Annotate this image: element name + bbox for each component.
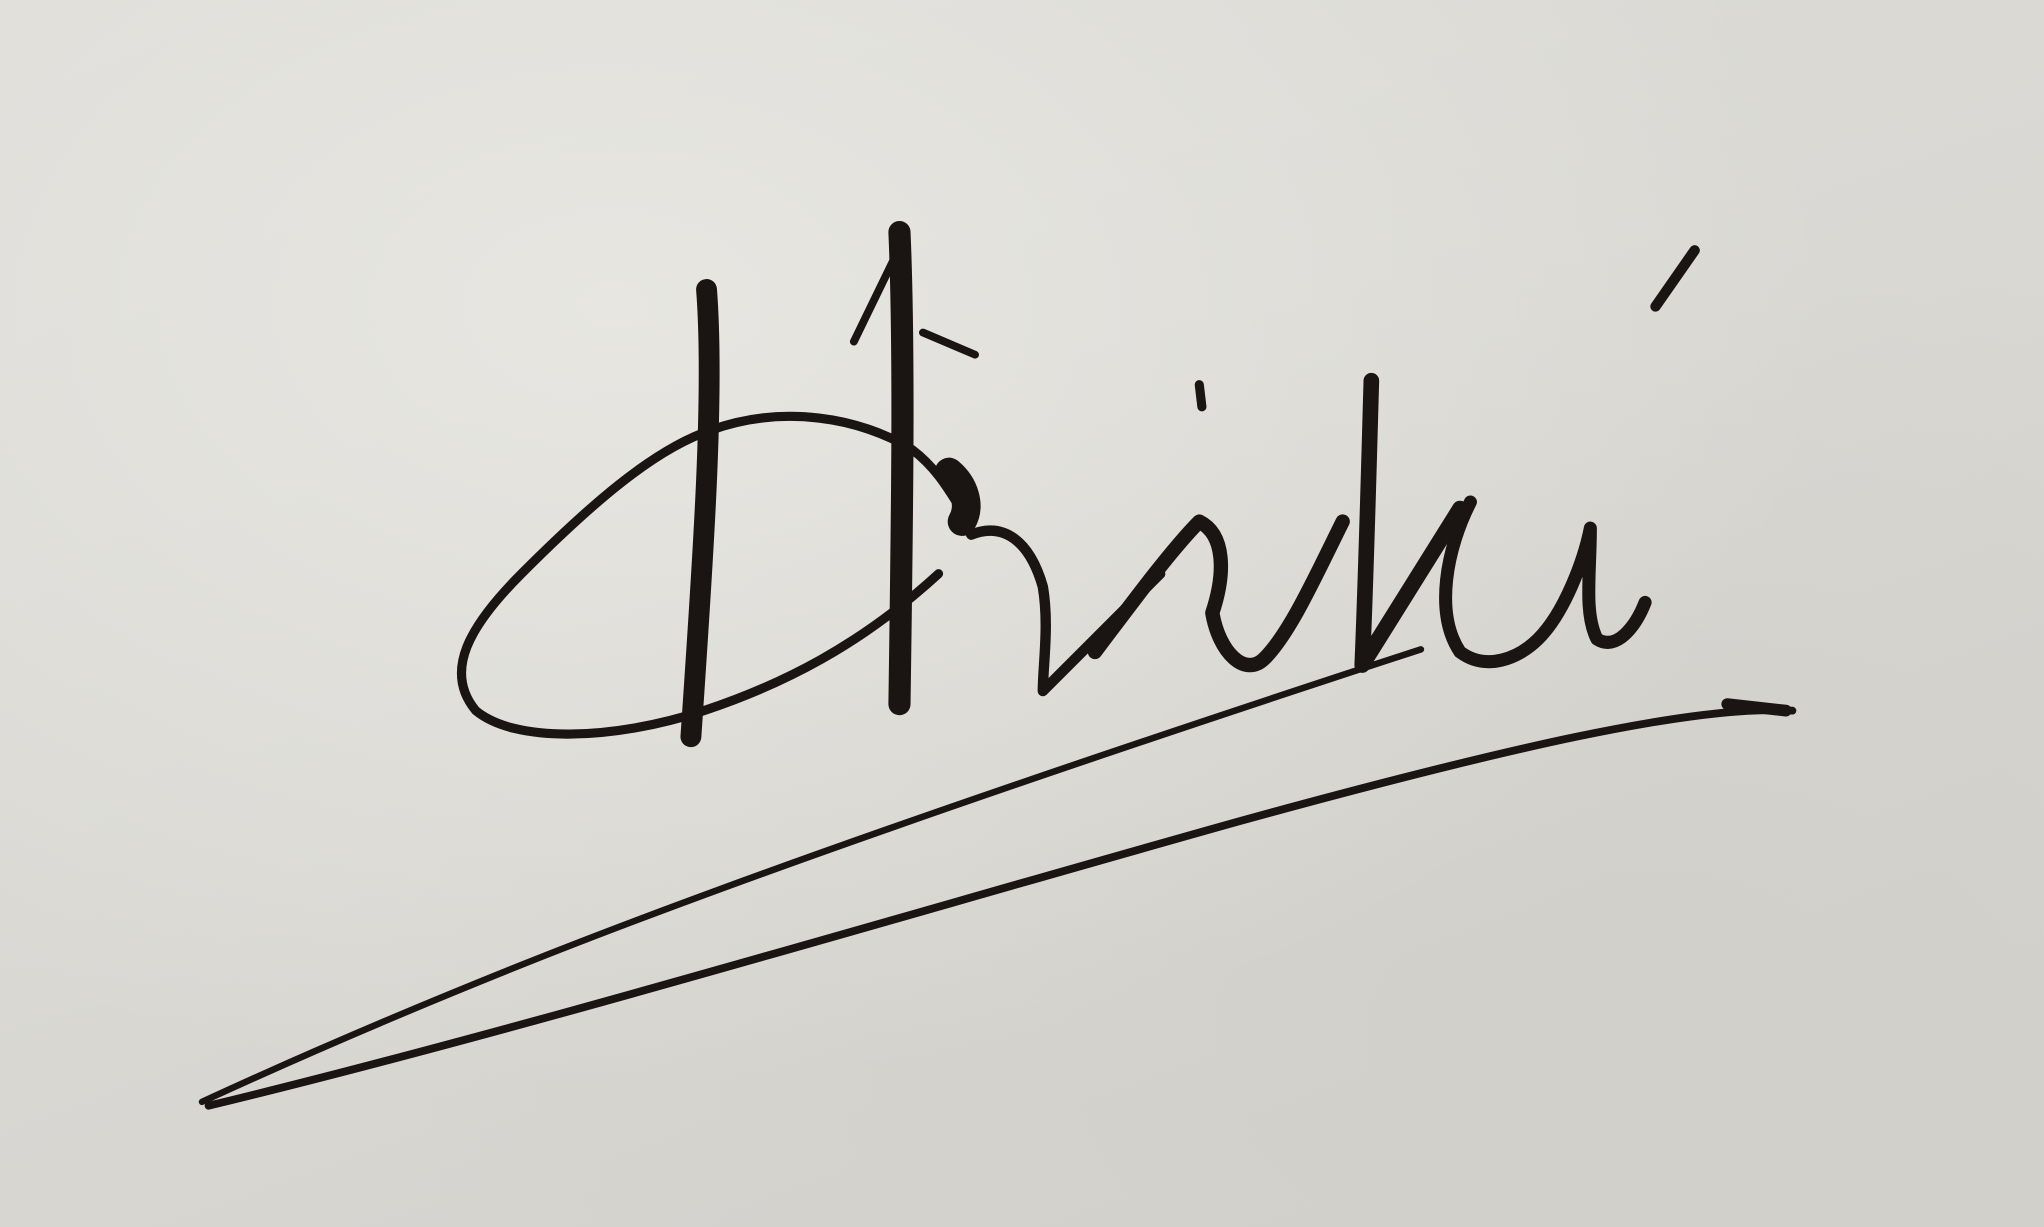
signature-second-stem: [899, 232, 902, 704]
signature-first-stem: [691, 289, 709, 736]
signature-i-dot: [1199, 385, 1202, 407]
signature-end-accent: [1656, 250, 1695, 306]
signature-underline-cap: [1727, 704, 1786, 711]
signature-ink: [202, 232, 1792, 1106]
signature-s-stroke: [1095, 522, 1343, 666]
signature-upper-underline: [202, 649, 1421, 1101]
signature-lower-underline: [209, 710, 1793, 1106]
signature-blot: [949, 472, 966, 522]
signature-a-stroke: [1446, 502, 1645, 662]
signature-flick: [854, 248, 975, 355]
signature-top-arc: [710, 416, 964, 515]
